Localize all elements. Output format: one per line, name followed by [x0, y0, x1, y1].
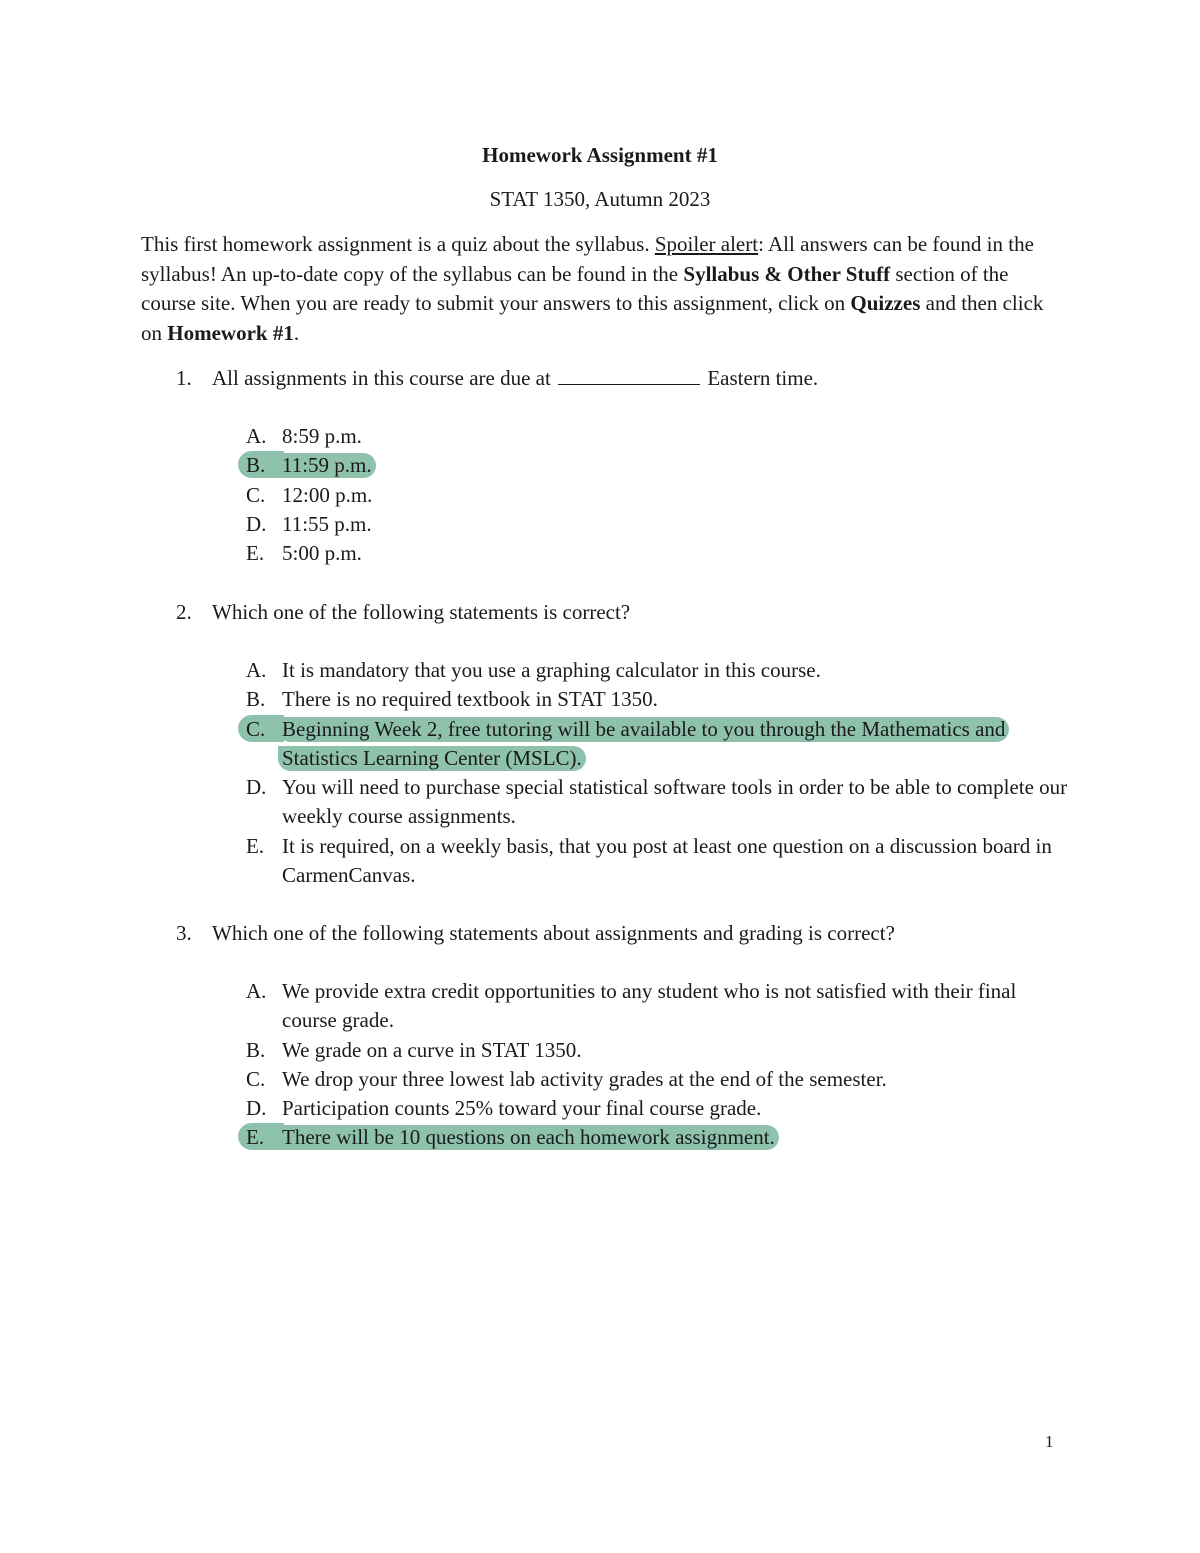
option-letter: B. [246, 1037, 266, 1062]
answer-option [244, 977, 1074, 1036]
intro-text: and then click on [141, 291, 1044, 345]
option-text: There is no required textbook in STAT 1350. [282, 687, 658, 712]
option-letter: A. [246, 658, 267, 682]
answer-option [244, 451, 1074, 480]
answer-option [244, 510, 1074, 539]
option-text: We provide extra credit opportunities to any student who is not satisfied with their final course grade. [282, 979, 1017, 1033]
answer-option [244, 1036, 1074, 1065]
option-letter: D. [246, 511, 267, 536]
option-text: It is required, on a weekly basis, that you post at least one question on a discussion board in CarmenCanvas. [282, 833, 1052, 888]
question-number: 3. [176, 921, 192, 945]
question-2-options [244, 656, 1074, 890]
answer-option [244, 422, 1074, 451]
question-text: Which one of the following statements is correct? [212, 600, 631, 624]
option-letter: C. [246, 1066, 266, 1091]
option-text: We grade on a curve in STAT 1350. [282, 1037, 582, 1062]
option-text: 8:59 p.m. [282, 424, 362, 448]
syllabus-section-name: Syllabus & Other Stuff [683, 261, 891, 286]
answer-option [244, 1094, 1074, 1123]
option-letter: E. [246, 833, 265, 858]
question-number: 1. [176, 366, 192, 390]
page-number: 1 [1045, 1432, 1054, 1451]
question-number: 2. [176, 600, 192, 624]
spoiler-alert-text: Spoiler alert [654, 232, 759, 256]
option-letter: A. [246, 979, 267, 1003]
answer-option [244, 1123, 1074, 1152]
intro-text: This first homework assignment is a quiz about the syllabus. [141, 232, 655, 256]
option-text: There will be 10 questions on each homework assignment. [278, 1125, 779, 1150]
answer-option [244, 715, 1074, 774]
option-text: Participation counts 25% toward your final course grade. [282, 1096, 762, 1121]
option-text: Beginning Week 2, free tutoring will be available to you through the Mathematics and Statistics Learning Center (MSLC). [278, 717, 1009, 771]
question-1-options [244, 422, 1074, 568]
option-letter: E. [246, 1125, 265, 1150]
option-text: It is mandatory that you use a graphing calculator in this course. [282, 658, 821, 682]
option-letter: C. [246, 716, 266, 741]
answer-option [244, 656, 1074, 685]
option-letter: A. [246, 424, 267, 448]
answer-option [244, 832, 1074, 891]
document-subtitle: STAT 1350, Autumn 2023 [489, 187, 711, 211]
option-letter: C. [246, 482, 266, 507]
option-letter: E. [246, 541, 265, 566]
intro-text: . [293, 320, 300, 345]
option-text: 11:55 p.m. [282, 511, 372, 536]
answer-option [244, 481, 1074, 510]
intro-paragraph [141, 230, 1066, 348]
answer-option [244, 539, 1074, 568]
homework-link-name: Homework #1 [167, 320, 294, 345]
answer-option [244, 773, 1074, 832]
option-letter: D. [246, 775, 267, 800]
answer-option [244, 1065, 1074, 1094]
option-text: You will need to purchase special statistical software tools in order to be able to complete our weekly course assignments. [282, 775, 1068, 829]
option-letter: B. [246, 687, 266, 712]
question-text: Which one of the following statements about assignments and grading is correct? [212, 921, 895, 945]
document-title: Homework Assignment #1 [482, 143, 718, 167]
answer-blank [558, 366, 700, 385]
option-text: 12:00 p.m. [282, 482, 373, 507]
option-text: 11:59 p.m. [278, 453, 376, 478]
question-3-options [244, 977, 1074, 1153]
intro-text: section of the course site. When you are ready to submit your answers to this assignment, click on [141, 261, 1009, 315]
answer-option [244, 685, 1074, 714]
quizzes-link-name: Quizzes [850, 291, 921, 315]
option-letter: D. [246, 1096, 267, 1121]
option-letter: B. [246, 453, 266, 478]
option-text: We drop your three lowest lab activity grades at the end of the semester. [282, 1066, 887, 1091]
question-text: All assignments in this course are due at Eastern time. [212, 366, 819, 390]
option-text: 5:00 p.m. [282, 541, 362, 566]
intro-text: : All answers can be found in the syllabus! An up-to-date copy of the syllabus can be found in the [141, 232, 1034, 286]
